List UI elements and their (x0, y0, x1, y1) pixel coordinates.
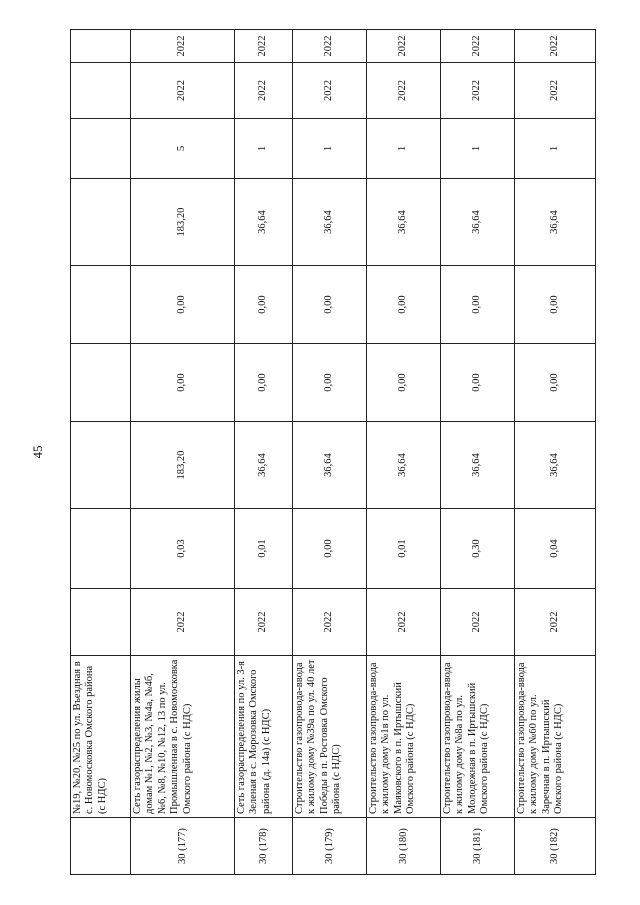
cell-year: 2022 (515, 589, 596, 656)
cell-id: 30 (177) (131, 818, 235, 875)
cell-c7: 36,64 (293, 179, 367, 266)
cell-c4: 183,20 (131, 422, 235, 509)
table-row (367, 30, 441, 875)
cell-start: 2022 (515, 63, 596, 119)
table-row (515, 30, 596, 875)
cell-c6: 0,00 (515, 266, 596, 344)
cell-year (71, 589, 131, 656)
cell-c3: 0,00 (293, 509, 367, 589)
cell-id (71, 818, 131, 875)
cell-end (71, 30, 131, 63)
cell-id: 30 (180) (367, 818, 441, 875)
cell-start (71, 63, 131, 119)
cell-name: Сеть газораспределения по ул. 3-я Зеленая в с. Морозовка Омского района (д. 14а) (с НДС) (235, 656, 293, 818)
cell-c8: 1 (515, 119, 596, 179)
cell-name: №19, №20, №25 по ул. Въездная в с. Новомосковка Омского района (с НДС) (71, 656, 131, 818)
cell-id: 30 (179) (293, 818, 367, 875)
cell-c3: 0,03 (131, 509, 235, 589)
cell-start: 2022 (441, 63, 515, 119)
cell-c6: 0,00 (131, 266, 235, 344)
cell-c5: 0,00 (131, 344, 235, 422)
cell-c6: 0,00 (367, 266, 441, 344)
cell-c3: 0,01 (235, 509, 293, 589)
cell-c6 (71, 266, 131, 344)
cell-c7: 36,64 (235, 179, 293, 266)
table-row (441, 30, 515, 875)
cell-name: Строительство газопровода-ввода к жилому дому №8а по ул. Молодежная в п. Иртышский Омского района (с НДС) (441, 656, 515, 818)
cell-c5: 0,00 (441, 344, 515, 422)
cell-c4: 36,64 (367, 422, 441, 509)
cell-name: Сеть газораспределения жилы домам №1, №2, №3, №4а, №4б, №6, №8, №10, №12, 13 по ул. Промышленная в с. Новомосковка Омского района (с НДС) (131, 656, 235, 818)
cell-year: 2022 (441, 589, 515, 656)
cell-id: 30 (178) (235, 818, 293, 875)
cell-name: Строительство газопровода-ввода к жилому дому №39а по ул. 40 лет Победы в п. Ростовка Омского района (с НДС) (293, 656, 367, 818)
cell-c3: 0,30 (441, 509, 515, 589)
table-body (71, 30, 596, 875)
cell-year: 2022 (367, 589, 441, 656)
cell-id: 30 (181) (441, 818, 515, 875)
cell-c7: 36,64 (515, 179, 596, 266)
cell-year: 2022 (293, 589, 367, 656)
cell-c8 (71, 119, 131, 179)
cell-c4: 36,64 (441, 422, 515, 509)
cell-c5: 0,00 (515, 344, 596, 422)
rotated-table-container (70, 30, 595, 875)
cell-start: 2022 (367, 63, 441, 119)
cell-end: 2022 (367, 30, 441, 63)
cell-c8: 1 (235, 119, 293, 179)
cell-end: 2022 (235, 30, 293, 63)
cell-end: 2022 (515, 30, 596, 63)
cell-c4: 36,64 (235, 422, 293, 509)
cell-c5: 0,00 (293, 344, 367, 422)
cell-c8: 1 (293, 119, 367, 179)
cell-start: 2022 (293, 63, 367, 119)
investment-table (70, 29, 596, 875)
cell-start: 2022 (235, 63, 293, 119)
cell-end: 2022 (441, 30, 515, 63)
cell-c8: 5 (131, 119, 235, 179)
cell-c6: 0,00 (293, 266, 367, 344)
cell-c7 (71, 179, 131, 266)
cell-c4 (71, 422, 131, 509)
cell-c5: 0,00 (367, 344, 441, 422)
cell-c6: 0,00 (441, 266, 515, 344)
cell-c8: 1 (367, 119, 441, 179)
cell-name: Строительство газопровода-ввода к жилому дому №60 по ул. Заречная в п. Иртышский Омского района (с НДС) (515, 656, 596, 818)
cell-start: 2022 (131, 63, 235, 119)
table-row (235, 30, 293, 875)
cell-c5: 0,00 (235, 344, 293, 422)
cell-end: 2022 (131, 30, 235, 63)
cell-id: 30 (182) (515, 818, 596, 875)
cell-c5 (71, 344, 131, 422)
cell-year: 2022 (235, 589, 293, 656)
cell-c4: 36,64 (293, 422, 367, 509)
cell-c7: 183,20 (131, 179, 235, 266)
page-number: 45 (30, 445, 45, 459)
table-row (71, 30, 131, 875)
table-row (131, 30, 235, 875)
cell-end: 2022 (293, 30, 367, 63)
cell-c8: 1 (441, 119, 515, 179)
cell-c3 (71, 509, 131, 589)
cell-c3: 0,01 (367, 509, 441, 589)
cell-c6: 0,00 (235, 266, 293, 344)
cell-name: Строительство газопровода-ввода к жилому дому №1в по ул. Маяковского в п. Иртышский Омского района (с НДС) (367, 656, 441, 818)
cell-c4: 36,64 (515, 422, 596, 509)
cell-c7: 36,64 (441, 179, 515, 266)
cell-year: 2022 (131, 589, 235, 656)
cell-c3: 0,04 (515, 509, 596, 589)
cell-c7: 36,64 (367, 179, 441, 266)
table-row (293, 30, 367, 875)
